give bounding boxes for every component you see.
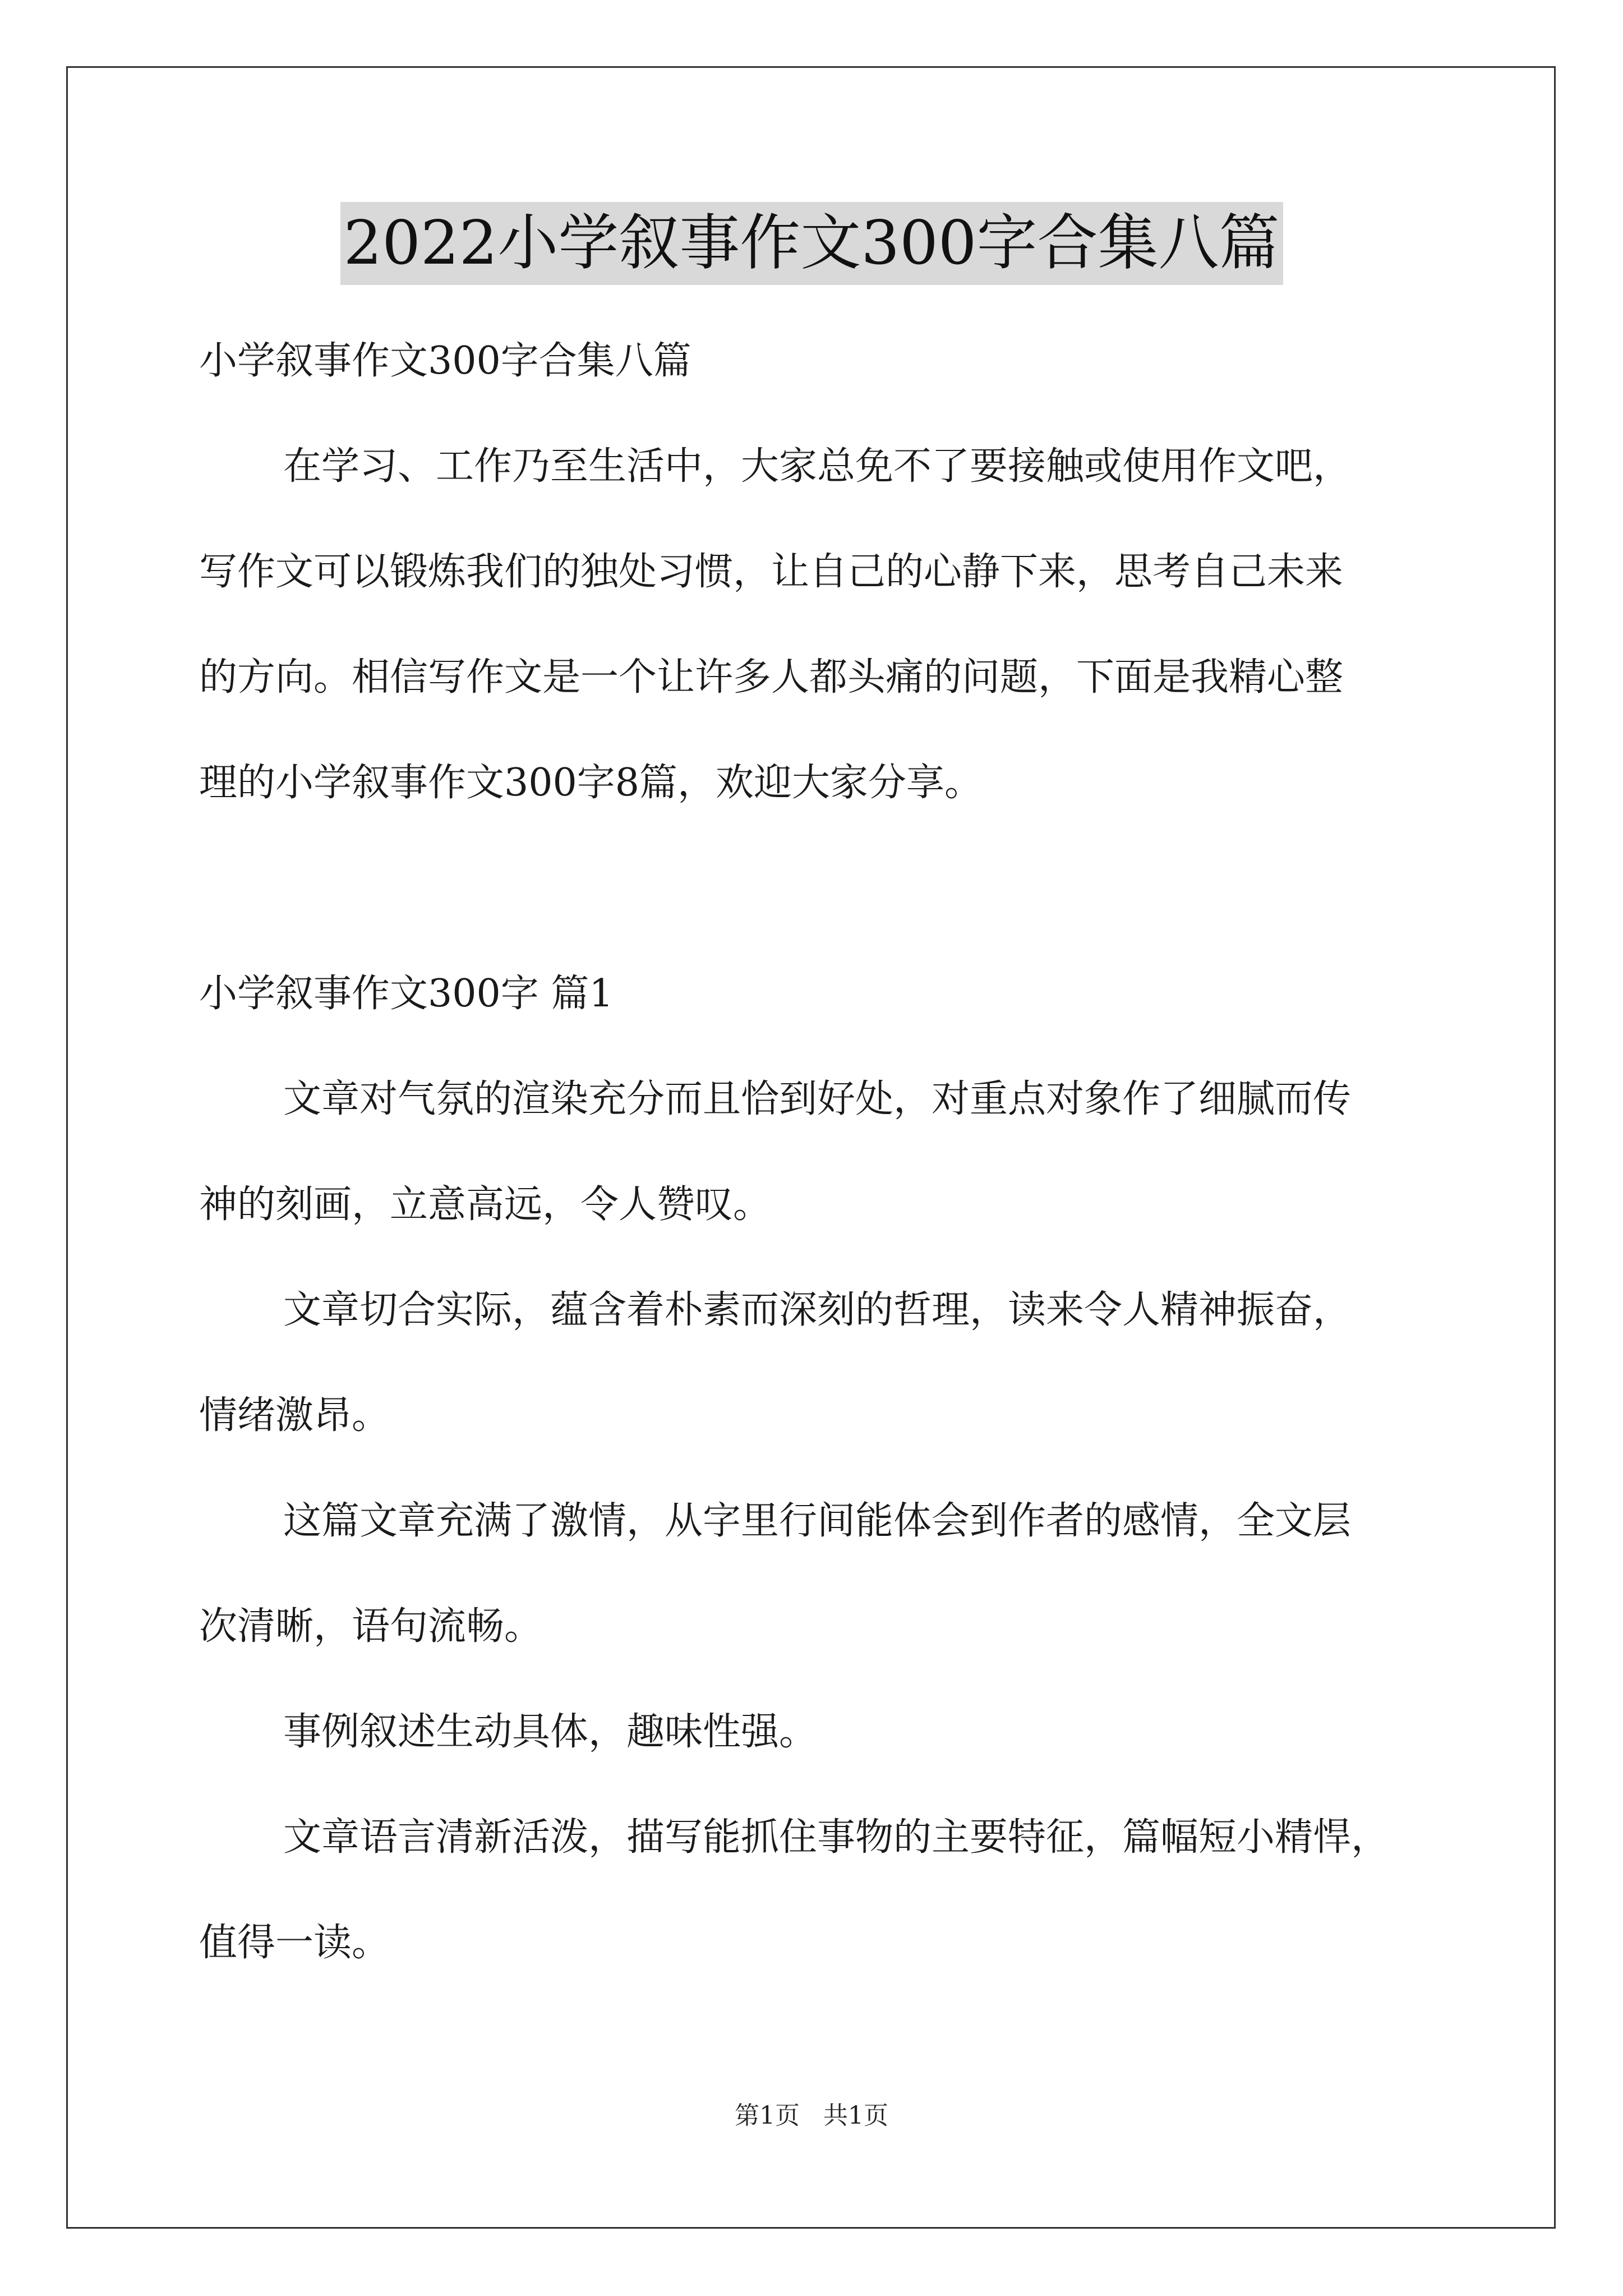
intro-line: 理的小学叙事作文300字8篇，欢迎大家分享。 (199, 761, 983, 805)
paragraph-line: 这篇文章充满了激情，从字里行间能体会到作者的感情，全文层 (283, 1499, 1352, 1543)
intro-line: 的方向。相信写作文是一个让许多人都头痛的问题，下面是我精心整 (199, 655, 1344, 700)
paragraph-line: 文章切合实际，蕴含着朴素而深刻的哲理，读来令人精神振奋， (283, 1288, 1352, 1332)
document-title: 2022小学叙事作文300字合集八篇 (340, 202, 1283, 285)
paragraph-line: 情绪激昂。 (199, 1393, 390, 1438)
page-footer (0, 2095, 1623, 2131)
section-heading: 小学叙事作文300字 篇1 (199, 972, 614, 1016)
paragraph-line: 值得一读。 (199, 1921, 390, 1965)
paragraph-line: 事例叙述生动具体，趣味性强。 (283, 1710, 818, 1754)
title-container (0, 202, 1623, 285)
paragraph-line: 神的刻画，立意高远，令人赞叹。 (199, 1182, 772, 1227)
page-number: 第1页 (735, 2101, 800, 2130)
paragraph-line: 次清晰，语句流畅。 (199, 1604, 543, 1649)
paragraph-line: 文章语言清新活泼，描写能抓住事物的主要特征，篇幅短小精悍， (283, 1815, 1390, 1860)
spacer (199, 836, 1427, 941)
document-subtitle: 小学叙事作文300字合集八篇 (199, 339, 691, 383)
page-total: 共1页 (823, 2101, 888, 2130)
paragraph-line: 文章对气氛的渲染充分而且恰到好处，对重点对象作了细腻而传 (283, 1077, 1352, 1121)
document-body (199, 309, 1427, 1996)
intro-line: 写作文可以锻炼我们的独处习惯，让自己的心静下来，思考自己未来 (199, 550, 1344, 594)
intro-line: 在学习、工作乃至生活中，大家总免不了要接触或使用作文吧， (283, 444, 1352, 489)
